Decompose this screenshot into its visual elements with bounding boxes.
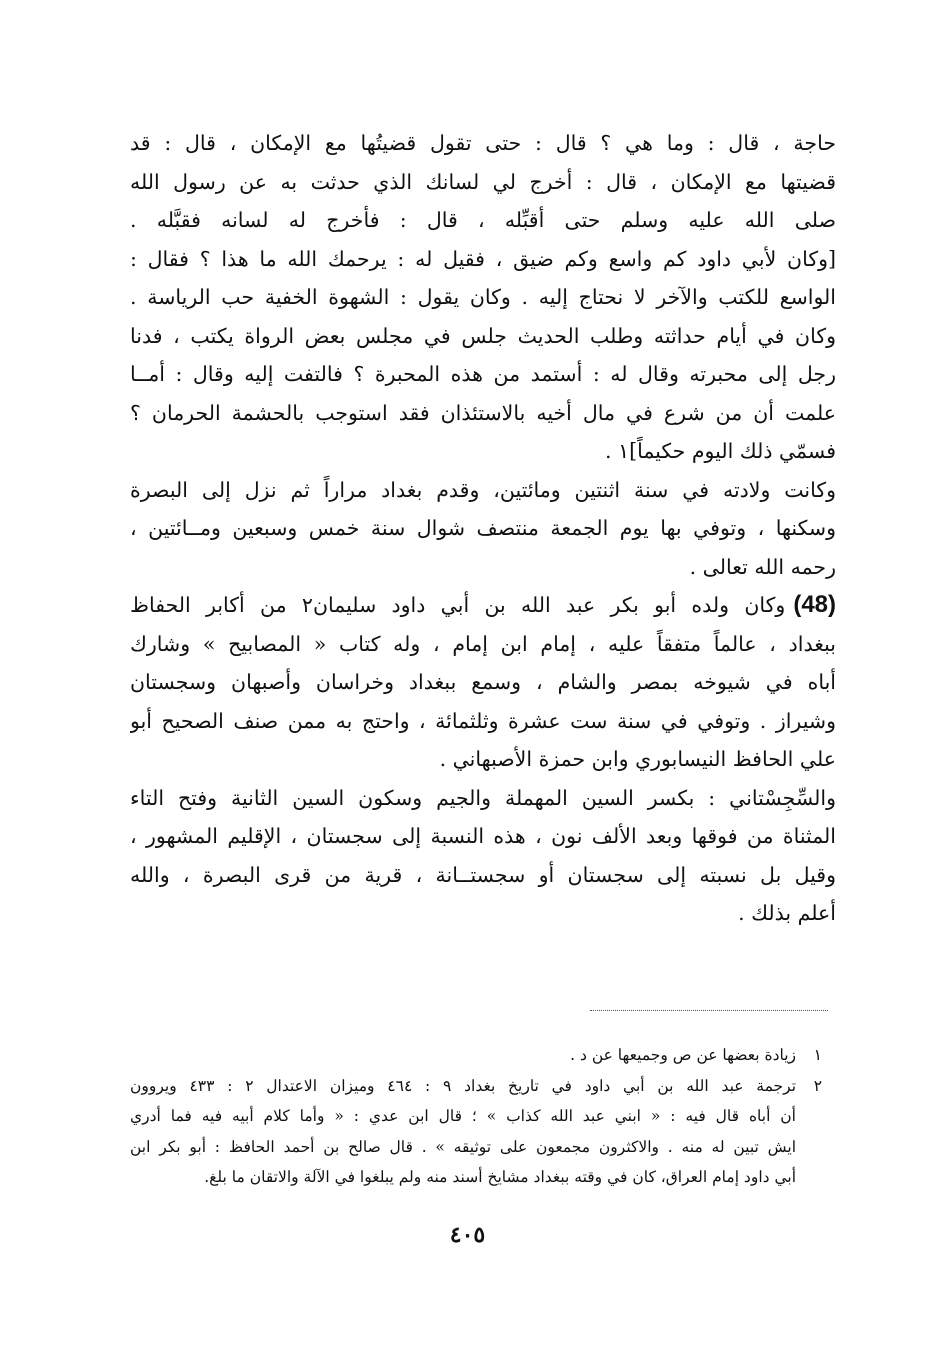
- footnotes-block: [130, 1040, 822, 1193]
- footnote-divider: [590, 1010, 828, 1011]
- text-line: وكانت ولادته في سنة اثنتين ومائتين، وقدم بغداد مراراً ثم نزل إلى البصرة: [130, 477, 836, 502]
- footnote-2: [130, 1071, 822, 1102]
- entry-number: (48): [793, 591, 836, 618]
- text-line: صلى الله عليه وسلم حتى أقبِّله ، قال : فأخرج له لسانه فقبَّله .: [130, 208, 836, 232]
- text-line: أباه في شيوخه بمصر والشام ، وسمع ببغداد وخراسان وأصبهان وسجستان: [130, 670, 836, 694]
- text-line: وكان في أيام حداثته وطلب الحديث جلس في مجلس بعض الرواة يكتب ، فدنا: [130, 323, 836, 348]
- footnote-text: زيادة بعضها عن ص وجميعها عن د .: [570, 1046, 796, 1064]
- footnote-text: أن أباه قال فيه : « ابني عبد الله كذاب » ؛ قال ابن عدي : « وأما كلام أبيه فيه فما أدري: [130, 1107, 796, 1125]
- text-line: وسكنها ، وتوفي بها يوم الجمعة منتصف شوال سنة خمس وسبعين ومــائتين ،: [130, 516, 836, 540]
- text-line: حاجة ، قال : وما هي ؟ قال : حتى تقول قضيتُها مع الإمكان ، قال : قد: [130, 131, 836, 155]
- text-line: المثناة من فوقها وبعد الألف نون ، هذه النسبة إلى سجستان ، الإقليم المشهور ،: [130, 824, 836, 848]
- page-number: ٤٠٥: [449, 1222, 486, 1248]
- text-line: وقيل بل نسبته إلى سجستان أو سجستــانة ، قرية من قرى البصرة ، والله: [130, 862, 836, 887]
- footnote-text: ترجمة عبد الله بن أبي داود في تاريخ بغداد ٩ : ٤٦٤ وميزان الاعتدال ٢ : ٤٣٣ ويروون: [130, 1076, 797, 1095]
- text-line: رحمه الله تعالى .: [689, 554, 836, 579]
- footnote-1: [130, 1040, 822, 1071]
- text-line: أعلم بذلك .: [738, 901, 836, 925]
- text-line: الواسع للكتب والآخر لا نحتاج إليه . وكان يقول : الشهوة الخفية حب الرياسة .: [130, 285, 836, 309]
- text-line: [وكان لأبي داود كم واسع وكم ضيق ، فقيل له : يرحمك الله ما هذا ؟ فقال :: [130, 246, 836, 271]
- text-line: وكان ولده أبو بكر عبد الله بن أبي داود سليمان٢ من أكابر الحفاظ: [130, 593, 786, 617]
- text-line: قضيتها مع الإمكان ، قال : أخرج لي لسانك الذي حدثت به عن رسول الله: [130, 169, 836, 194]
- entry-first-line: [130, 586, 836, 625]
- footnote-number: ١: [813, 1046, 822, 1064]
- text-line: رجل إلى محبرته وقال له : أستمد من هذه المحبرة ؟ فالتفت إليه وقال : أمــا: [130, 362, 836, 386]
- main-text-block: [130, 124, 836, 933]
- text-line: علمت أن من شرع في مال أخيه بالاستئذان فقد استوجب بالحشمة الحرمان ؟: [130, 400, 836, 425]
- footnote-text: ايش تبين له منه . والاكثرون مجمعون على توثيقه » . قال صالح بن أحمد الحافظ : أبو بكر ابن: [130, 1137, 796, 1156]
- text-line: وشيراز . وتوفي في سنة ست عشرة وثلثمائة ، واحتج به ممن صنف الصحيح أبو: [130, 708, 836, 733]
- text-line: ببغداد ، عالماً متفقاً عليه ، إمام ابن إمام ، وله كتاب « المصابيح » وشارك: [130, 631, 836, 656]
- text-line: علي الحافظ النيسابوري وابن حمزة الأصبهاني .: [439, 747, 836, 771]
- footnote-number: ٢: [813, 1076, 822, 1095]
- footnote-text: أبي داود إمام العراق، كان في وقته ببغداد مشايخ أسند منه ولم يبلغوا في الآلة والاتقان ما بلغ.: [204, 1168, 796, 1186]
- text-line: فسمّي ذلك اليوم حكيماً]١ .: [605, 439, 836, 463]
- text-line: والسِّجِسْتاني : بكسر السين المهملة والجيم وسكون السين الثانية وفتح التاء: [130, 785, 836, 810]
